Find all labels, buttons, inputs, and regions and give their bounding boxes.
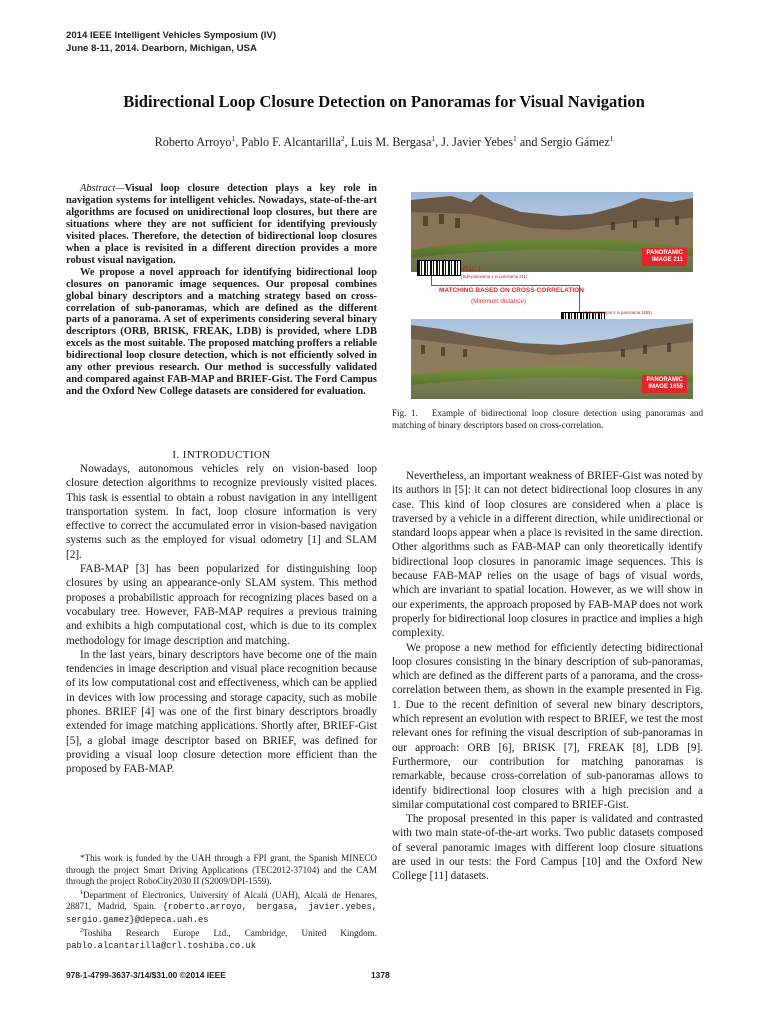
affiliation-email[interactable]: pablo.alcantarilla@crl.toshiba.co.uk — [66, 940, 257, 951]
body-paragraph: Nowadays, autonomous vehicles rely on vision-based loop closure detection algorithms to recognize previously visited places. This task is essential to obtain a robust navigation in any intelligent transportation system. In fact, loop closure information is very effective to correct the accumulated error in vision-based navigation systems such as the employed for visual odometry [1] and SLAM [2]. — [66, 463, 377, 561]
conference-header — [66, 30, 276, 55]
author-name: J. Javier Yebes — [441, 135, 514, 150]
abstract — [66, 183, 377, 398]
author-name: Pablo F. Alcantarilla — [241, 135, 341, 150]
affiliation-number: 1 — [80, 889, 83, 896]
abstract-text-1: Visual loop closure detection plays a key role in navigation systems for intelligent vehicles. Nowadays, state-of-the-art algorithms are focused on unidirectional loop closures, but there are situations where they are not sufficient for identifying previously visited places. Therefore, the detection of bidirectional loop closures when a place is revisited in a different direction provides a more robust visual navigation. — [66, 183, 377, 266]
body-paragraph: Nevertheless, an important weakness of BRIEF-Gist was noted by its authors in [5]: it can not detect bidirectional loop closures in any case. This kind of loop closures are considered when a place is traversed by a vehicle in a different direction, while unidirectional or standard loops appear when a place is revisited in the same direction. Other algorithms such as FAB-MAP can only theoretically identify bidirectional loop closures in panoramic image sequences. This is because FAB-MAP relies on the usage of bags of visual words, which are invariant to spatial location. However, as we will show in our experiments, the approach proposed by FAB-MAP does not work properly for bidirectional loop closures in practice and implies a high complexity. — [392, 470, 703, 640]
left-column-body — [66, 462, 377, 777]
body-paragraph: The proposal presented in this paper is validated and contrasted with two main state-of-the-art works. Two public datasets composed of several panoramic images with different loop closure situations are used in our tests: the Ford Campus [10] and the Oxford New College [11] datasets. — [392, 813, 703, 883]
descriptor-label-top: V211, 1 — [461, 267, 482, 273]
body-paragraph: In the last years, binary descriptors have become one of the main tendencies in image description and visual place recognition because of its low computational cost and effectiveness, which can be applied in devices with low processing and storage capacity, such as mobile phones. BRIEF [4] was one of the first binary descriptors broadly extended for image matching applications. Shortly after, BRIEF-Gist [5], a global image descriptor based on BRIEF, was defined for providing a visual loop closure detection more efficient than the proposed by FAB-MAP. — [66, 648, 377, 776]
author-affiliation: 1 — [513, 134, 517, 143]
author-affiliation: 1 — [431, 134, 436, 143]
conference-line-2: June 8-11, 2014. Dearborn, Michigan, USA — [66, 42, 257, 54]
abstract-paragraph-1 — [66, 183, 377, 267]
affiliation-number: 2 — [80, 928, 83, 935]
conference-line-1: 2014 IEEE Intelligent Vehicles Symposium (IV) — [66, 30, 277, 41]
affiliation-2 — [66, 926, 377, 952]
abstract-paragraph-2: We propose a novel approach for identifying bidirectional loop closures on panoramic image sequences. Our proposal combines global binary descriptors and a matching strategy based on cross-correlation of sub-panoramas, which are defined as the different parts of a panorama. A set of experiments considering several binary descriptors (ORB, BRISK, FREAK, LDB) is provided, where LDB excels as the most suitable. The proposed matching proffers a reliable bidirectional loop closure detection, which is not efficiently solved in any other previous research. Our method is successfully validated and compared against FAB-MAP and BRIEF-Gist. The Ford Campus and the Oxford New College datasets are considered for evaluation. — [66, 266, 377, 398]
figure-caption-label: Fig. 1. — [392, 408, 418, 418]
funding-note: *This work is funded by the UAH through a FPI grant, the Spanish MINECO through the project Smart Driving Applications (TEC2012-37104) and the CAM through the project RoboCity2030 II (S2009/DPI-1559). — [66, 853, 377, 886]
author-list — [30, 134, 738, 150]
binary-descriptor-top — [417, 260, 461, 276]
footer-isbn: 978-1-4799-3637-3/14/$31.00 ©2014 IEEE — [66, 970, 226, 980]
author-separator: , — [235, 135, 242, 150]
author-separator: and — [516, 135, 541, 150]
affiliation-text: Toshiba Research Europe Ltd., Cambridge, United Kingdom. — [83, 928, 377, 939]
abstract-dash: — — [115, 183, 125, 194]
right-column-body — [392, 469, 703, 884]
author-separator: , — [344, 135, 351, 150]
author-name: Sergio Gámez — [540, 135, 610, 150]
page-number: 1378 — [371, 970, 390, 980]
figure-caption — [392, 408, 703, 431]
affiliation-text: Department of Electronics, University of Alcalá (UAH), Alcalá de Henares, 28871, Madrid, Spain. — [66, 889, 377, 912]
paper-title: Bidirectional Loop Closure Detection on Panoramas for Visual Navigation — [123, 92, 645, 111]
affiliation-1 — [66, 888, 377, 927]
panorama-bottom-tag: PANORAMIC IMAGE 1655 — [642, 375, 687, 393]
affiliation-email[interactable]: {roberto.arroyo, bergasa, javier.yebes, sergio.gamez}@depeca.uah.es — [66, 902, 377, 925]
body-paragraph: We propose a new method for efficiently detecting bidirectional loop closures consisting in the binary description of sub-panoramas, which are defined as the different parts of a panorama, and the cross-correlation between them, as shown in the example presented in Fig. 1. Due to the recent definition of several new binary descriptors, which represent an evolution with respect to BRIEF, we test the most relevant ones for refining the visual description of sub-panoramas in our approach: ORB [6], BRISK [7], FREAK [8], LDB [9]. Furthermore, our contribution for matching panoramas is remarkable, because cross-correlation of sub-panoramas allows to identify bidirectional loop closures with a high precision and a similar computational cost compared to BRIEF-Gist. — [392, 641, 703, 811]
panoramic-image-bottom — [411, 319, 693, 399]
author-separator: , — [435, 135, 442, 150]
author-affiliation: 1 — [231, 134, 236, 143]
body-paragraph: FAB-MAP [3] has been popularized for distinguishing loop closures by using an appearance-only SLAM system. This method proposes a probabilistic approach for recognizing places based on a vocabulary tree. However, FAB-MAP requires a previous training and exhibits a high computational cost, which is due to its complex methodology for image description and matching. — [66, 563, 377, 647]
minimum-distance-label: (Minimum distance) — [471, 298, 526, 305]
figure-1 — [411, 192, 693, 399]
footnotes — [66, 853, 377, 952]
figure-caption-text: Example of bidirectional loop closure detection using panoramas and matching of binary descriptors based on cross-correlation. — [392, 408, 703, 430]
sub-panorama-label-top: (Sub-panorama 1 in panorama 211) — [461, 274, 528, 279]
author-affiliation: 2 — [340, 134, 345, 143]
section-heading-introduction: I. INTRODUCTION — [172, 449, 271, 461]
match-connector — [431, 285, 579, 286]
sub-panorama-label-bottom: (Sub-panorama 4 in panorama 1655) — [583, 310, 652, 315]
panorama-top-tag: PANORAMIC IMAGE 211 — [642, 248, 687, 266]
author-name: Luis M. Bergasa — [350, 135, 432, 150]
author-affiliation: 1 — [609, 134, 614, 143]
matching-label: MATCHING BASED ON CROSS-CORRELATION — [439, 287, 584, 294]
abstract-label: Abstract — [80, 183, 116, 194]
author-name: Roberto Arroyo — [154, 135, 232, 150]
